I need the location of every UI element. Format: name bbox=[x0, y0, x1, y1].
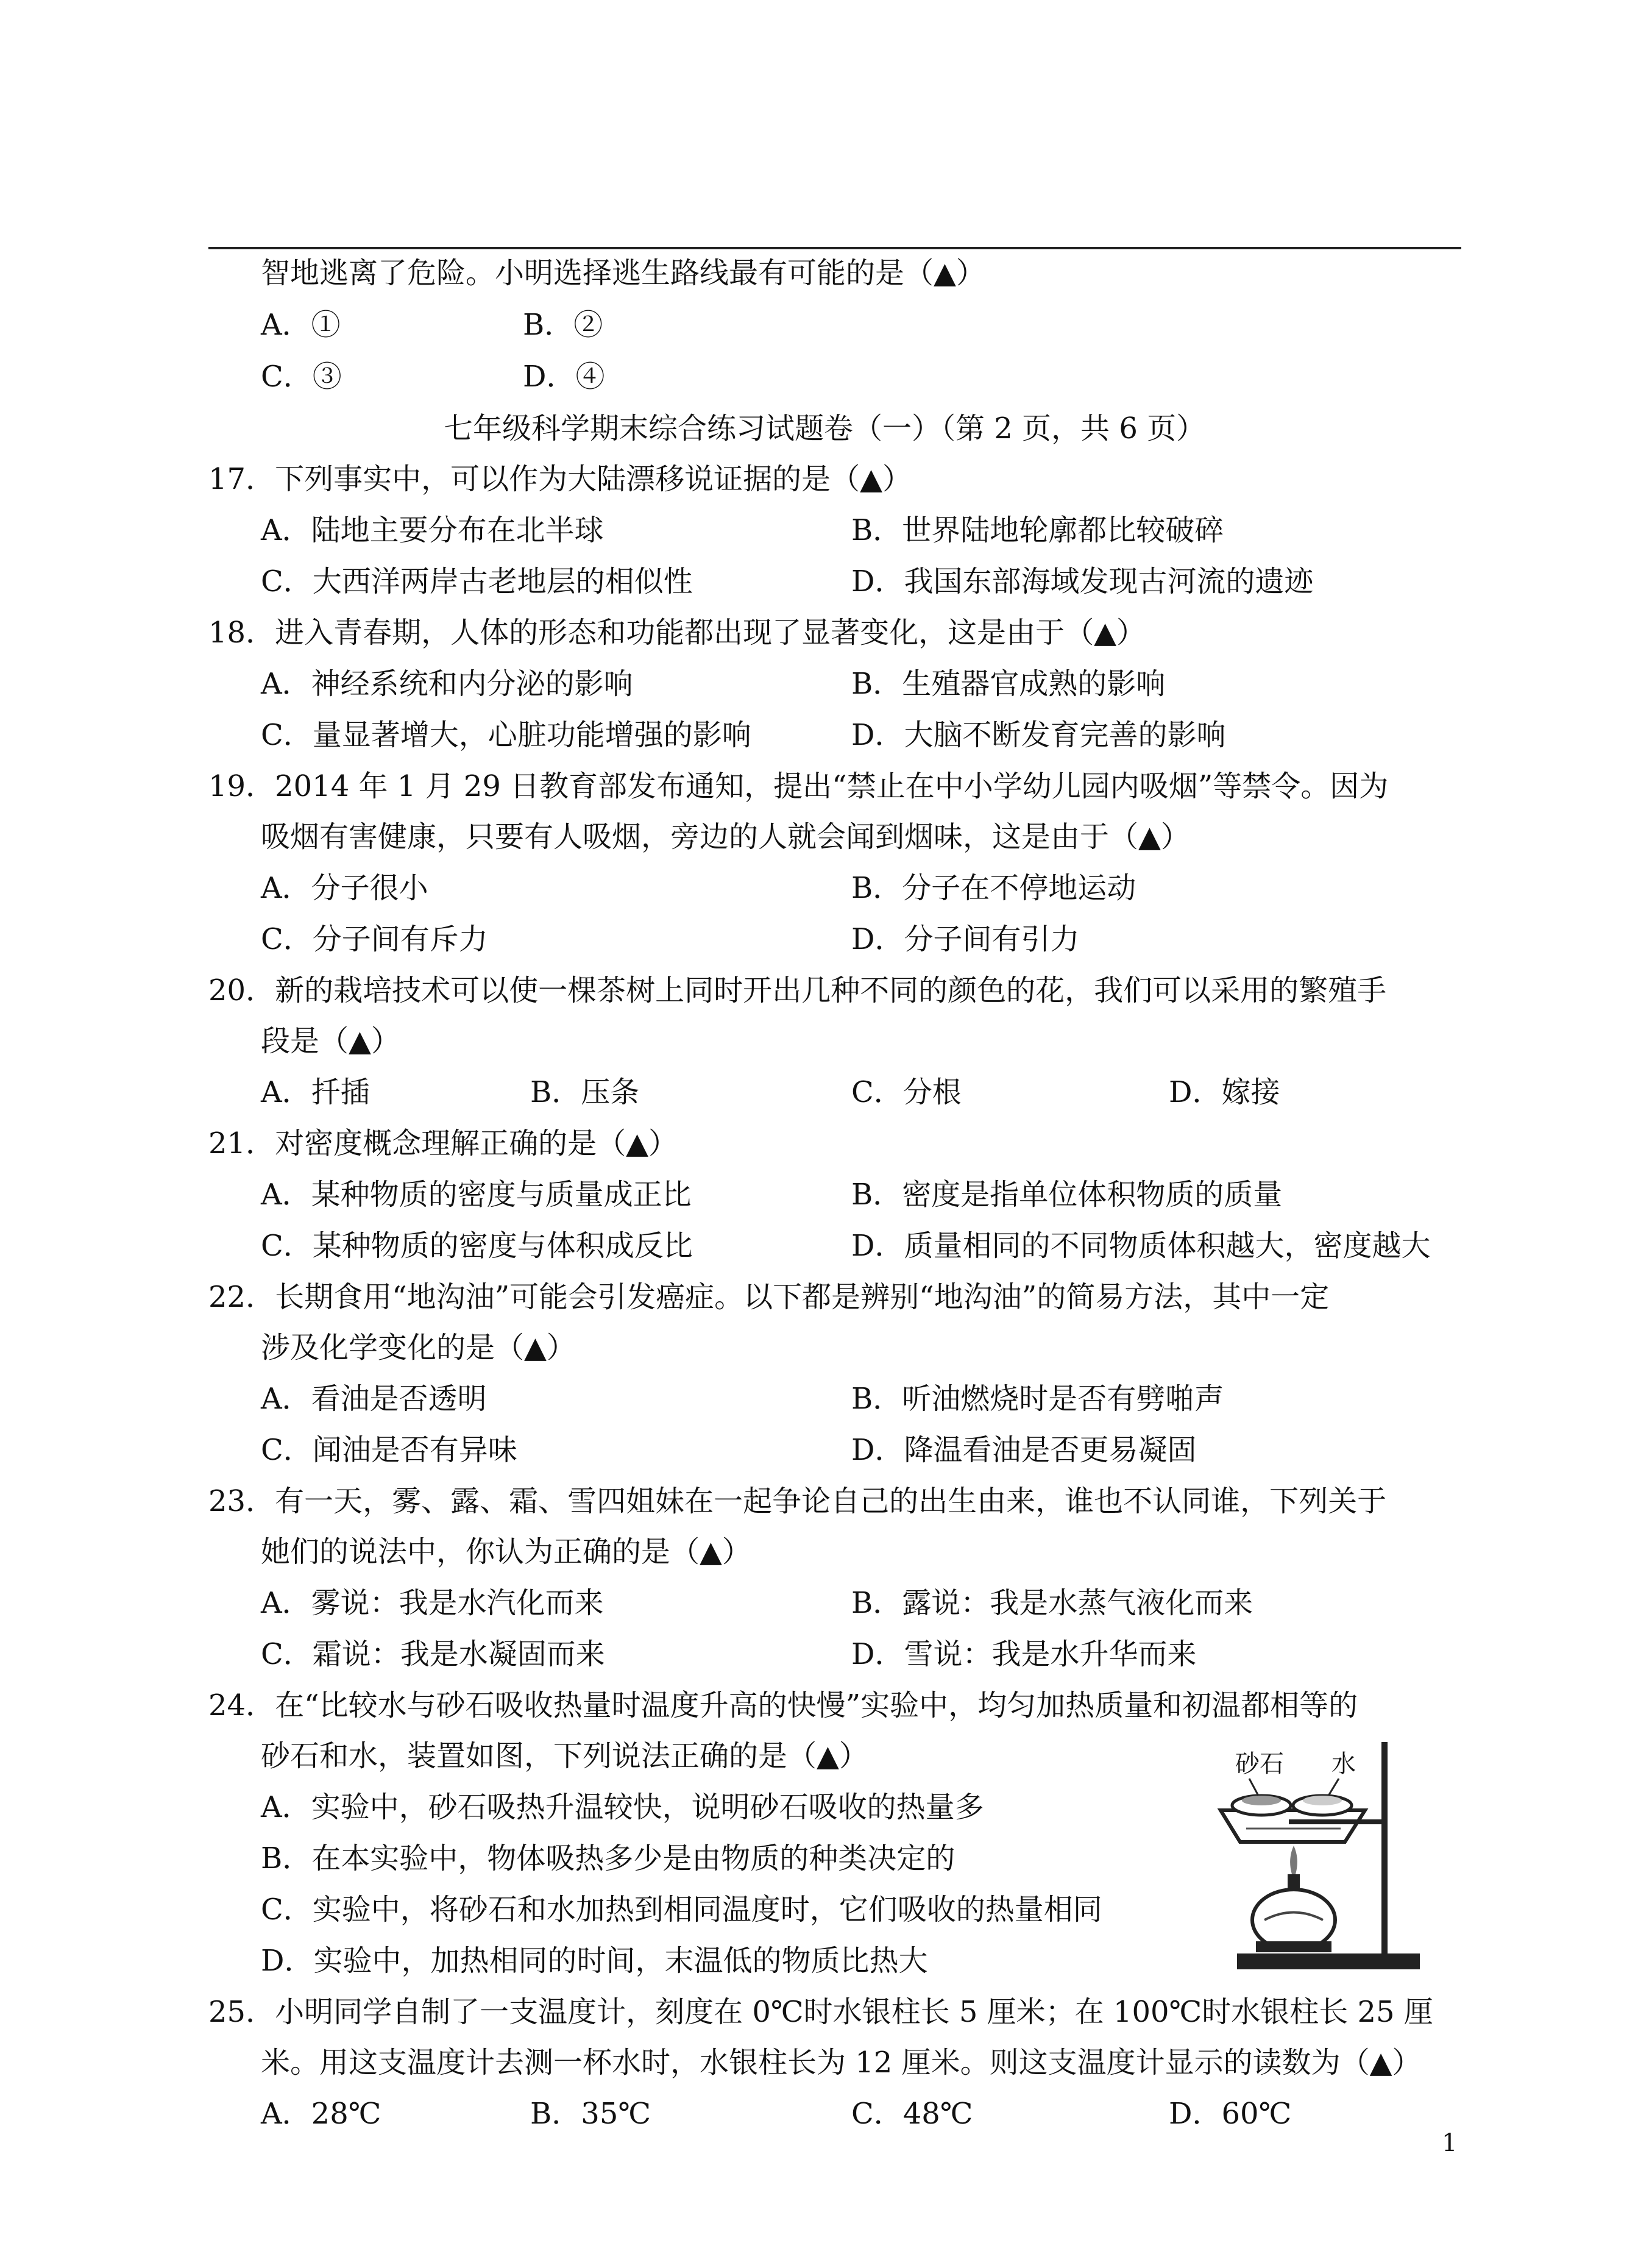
page-number: 1 bbox=[1442, 2129, 1458, 2157]
stem-text: 长期食用“地沟油”可能会引发癌症。以下都是辨别“地沟油”的简易方法，其中一定 bbox=[275, 1280, 1330, 1314]
q19-option-b: B．分子在不停地运动 bbox=[851, 871, 1136, 905]
question-18-stem bbox=[208, 614, 1146, 651]
question-22-stem-cont: 涉及化学变化的是（▲） bbox=[261, 1331, 576, 1365]
question-number: 23． bbox=[208, 1484, 275, 1518]
question-number: 18． bbox=[208, 616, 275, 650]
figure-label-sand: 砂石 bbox=[1235, 1750, 1284, 1778]
q20-option-a: A．扦插 bbox=[261, 1075, 370, 1109]
q19-option-a: A．分子很小 bbox=[261, 871, 428, 905]
question-25-stem-cont: 米。用这支温度计去测一杯水时，水银柱长为 12 厘米。则这支温度计显示的读数为（▲） bbox=[261, 2046, 1422, 2080]
q16-option-b: B．② bbox=[523, 308, 603, 342]
q18-option-a: A．神经系统和内分泌的影响 bbox=[261, 667, 633, 701]
q22-option-a: A．看油是否透明 bbox=[261, 1382, 487, 1416]
question-24-stem-cont: 砂石和水，装置如图，下列说法正确的是（▲） bbox=[261, 1739, 868, 1773]
question-number: 24． bbox=[208, 1688, 275, 1722]
q23-option-d: D．雪说：我是水升华而来 bbox=[851, 1637, 1197, 1671]
question-21-stem bbox=[208, 1125, 678, 1162]
question-number: 19． bbox=[208, 769, 275, 803]
stem-text: 对密度概念理解正确的是（▲） bbox=[275, 1126, 678, 1161]
q18-option-b: B．生殖器官成熟的影响 bbox=[851, 667, 1166, 701]
question-20-stem bbox=[208, 972, 1386, 1009]
question-22-stem bbox=[208, 1279, 1329, 1315]
question-number: 25． bbox=[208, 1995, 275, 2029]
apparatus-drawing bbox=[1210, 1737, 1426, 1978]
question-23-stem-cont: 她们的说法中，你认为正确的是（▲） bbox=[261, 1535, 751, 1569]
question-number: 17． bbox=[208, 462, 275, 496]
q18-option-d: D．大脑不断发育完善的影响 bbox=[851, 718, 1226, 752]
q21-option-d: D．质量相同的不同物质体积越大，密度越大 bbox=[851, 1229, 1431, 1263]
q19-option-c: C．分子间有斥力 bbox=[261, 922, 488, 956]
question-number: 20． bbox=[208, 973, 275, 1008]
stem-text: 下列事实中，可以作为大陆漂移说证据的是（▲） bbox=[275, 462, 912, 496]
stem-text: 有一天，雾、露、霜、雪四姐妹在一起争论自己的出生由来，谁也不认同谁，下列关于 bbox=[275, 1484, 1387, 1518]
q25-option-c: C．48℃ bbox=[851, 2097, 973, 2131]
q24-option-b: B．在本实验中，物体吸热多少是由物质的种类决定的 bbox=[261, 1841, 956, 1875]
q25-option-b: B．35℃ bbox=[530, 2097, 651, 2131]
q16-option-c: C．③ bbox=[261, 360, 342, 394]
q17-option-d: D．我国东部海域发现古河流的遗迹 bbox=[851, 564, 1314, 599]
q17-option-a: A．陆地主要分布在北半球 bbox=[261, 513, 604, 547]
question-24-stem bbox=[208, 1687, 1358, 1724]
q24-option-d: D．实验中，加热相同的时间，末温低的物质比热大 bbox=[261, 1944, 928, 1978]
question-25-stem bbox=[208, 1994, 1433, 2030]
stem-text: 小明同学自制了一支温度计，刻度在 0℃时水银柱长 5 厘米；在 100℃时水银柱长 25 厘 bbox=[275, 1995, 1433, 2029]
q16-option-a: A．① bbox=[261, 308, 341, 342]
q21-option-c: C．某种物质的密度与体积成反比 bbox=[261, 1229, 693, 1263]
q21-option-a: A．某种物质的密度与质量成正比 bbox=[261, 1178, 692, 1212]
heating-apparatus-figure bbox=[1210, 1737, 1426, 1978]
stem-text: 进入青春期，人体的形态和功能都出现了显著变化，这是由于（▲） bbox=[275, 616, 1146, 650]
q17-option-b: B．世界陆地轮廓都比较破碎 bbox=[851, 513, 1224, 547]
figure-label-water: 水 bbox=[1331, 1750, 1356, 1778]
q24-option-a: A．实验中，砂石吸热升温较快，说明砂石吸收的热量多 bbox=[261, 1790, 984, 1824]
question-19-stem-cont: 吸烟有害健康，只要有人吸烟，旁边的人就会闻到烟味，这是由于（▲） bbox=[261, 820, 1190, 854]
q23-option-b: B．露说：我是水蒸气液化而来 bbox=[851, 1586, 1253, 1620]
stem-text: 新的栽培技术可以使一棵茶树上同时开出几种不同的颜色的花，我们可以采用的繁殖手 bbox=[275, 973, 1387, 1008]
question-20-stem-cont: 段是（▲） bbox=[261, 1024, 400, 1058]
page-footer-mid: 七年级科学期末综合练习试题卷（一）（第 2 页，共 6 页） bbox=[444, 411, 1206, 446]
question-17-stem bbox=[208, 461, 912, 497]
question-number: 22． bbox=[208, 1280, 275, 1314]
q18-option-c: C．量显著增大，心脏功能增强的影响 bbox=[261, 718, 751, 752]
question-19-stem bbox=[208, 768, 1388, 805]
q22-option-c: C．闻油是否有异味 bbox=[261, 1433, 517, 1467]
question-23-stem bbox=[208, 1483, 1386, 1520]
q17-option-c: C．大西洋两岸古老地层的相似性 bbox=[261, 564, 693, 599]
q23-option-a: A．雾说：我是水汽化而来 bbox=[261, 1586, 604, 1620]
stem-text: 2014 年 1 月 29 日教育部发布通知，提出“禁止在中小学幼儿园内吸烟”等禁令。因为 bbox=[275, 769, 1389, 803]
stem-text: 在“比较水与砂石吸收热量时温度升高的快慢”实验中，均匀加热质量和初温都相等的 bbox=[275, 1688, 1358, 1722]
header-rule bbox=[208, 247, 1461, 249]
q23-option-c: C．霜说：我是水凝固而来 bbox=[261, 1637, 605, 1671]
q16-stem-line: 智地逃离了危险。小明选择逃生路线最有可能的是（▲） bbox=[261, 256, 985, 290]
q25-option-d: D．60℃ bbox=[1169, 2097, 1292, 2131]
q24-option-c: C．实验中，将砂石和水加热到相同温度时，它们吸收的热量相同 bbox=[261, 1893, 1102, 1927]
q20-option-b: B．压条 bbox=[530, 1075, 640, 1109]
q22-option-b: B．听油燃烧时是否有劈啪声 bbox=[851, 1382, 1224, 1416]
q16-option-d: D．④ bbox=[523, 360, 605, 394]
q20-option-d: D．嫁接 bbox=[1169, 1075, 1280, 1109]
question-number: 21． bbox=[208, 1126, 275, 1161]
q19-option-d: D．分子间有引力 bbox=[851, 922, 1080, 956]
q22-option-d: D．降温看油是否更易凝固 bbox=[851, 1433, 1197, 1467]
q21-option-b: B．密度是指单位体积物质的质量 bbox=[851, 1178, 1283, 1212]
q25-option-a: A．28℃ bbox=[261, 2097, 381, 2131]
q20-option-c: C．分根 bbox=[851, 1075, 962, 1109]
